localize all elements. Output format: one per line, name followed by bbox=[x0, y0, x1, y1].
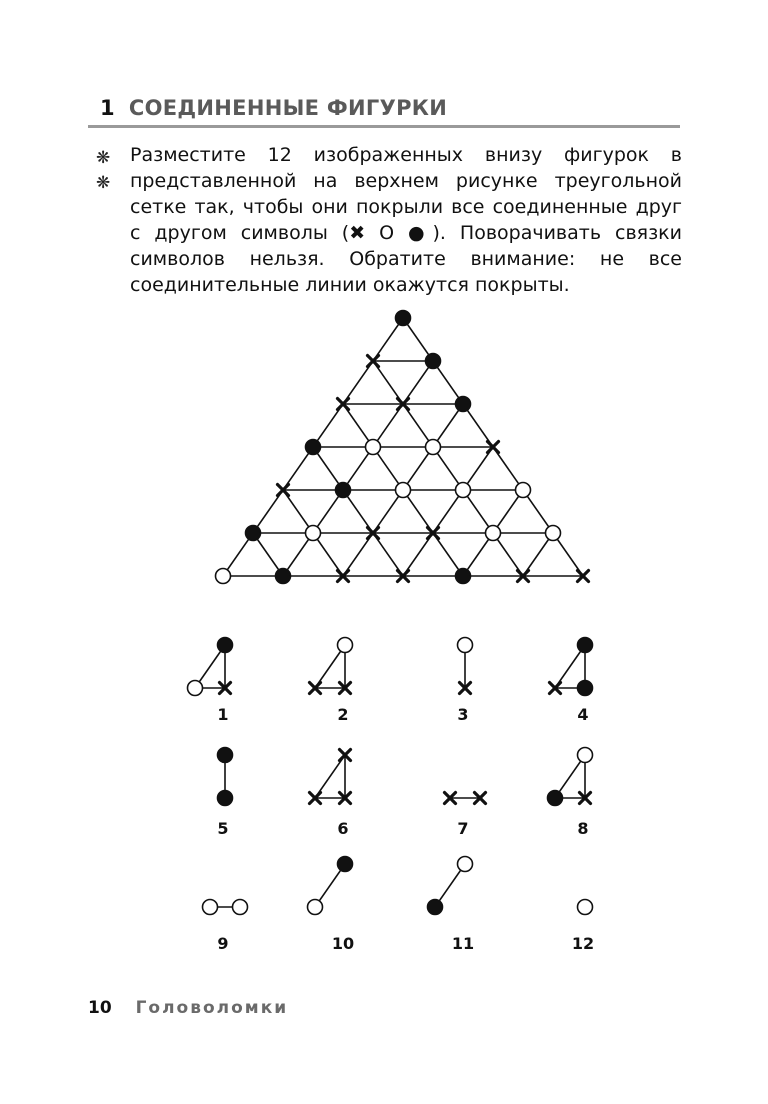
piece-label: 6 bbox=[337, 819, 349, 838]
page-footer bbox=[88, 998, 288, 1018]
piece-label: 10 bbox=[331, 934, 355, 953]
filled-circle-symbol bbox=[578, 681, 593, 696]
filled-circle-symbol bbox=[426, 354, 441, 369]
piece-9 bbox=[203, 900, 248, 954]
open-circle-symbol bbox=[216, 569, 231, 584]
filled-circle-symbol bbox=[396, 311, 411, 326]
chapter-title: СОЕДИНЕННЫЕ ФИГУРКИ bbox=[128, 96, 448, 120]
piece-label: 1 bbox=[217, 705, 229, 724]
piece-12 bbox=[572, 900, 594, 954]
open-circle-symbol bbox=[546, 526, 561, 541]
open-circle-symbol bbox=[458, 638, 473, 653]
open-circle-symbol bbox=[308, 900, 323, 915]
asterisk-flower-icon: ❋ bbox=[96, 173, 111, 193]
piece-label: 3 bbox=[457, 705, 469, 724]
piece-8 bbox=[548, 748, 593, 839]
piece-label: 8 bbox=[577, 819, 589, 838]
piece-label: 9 bbox=[217, 934, 229, 953]
filled-circle-symbol bbox=[336, 483, 351, 498]
filled-circle-symbol bbox=[306, 440, 321, 455]
piece-label: 5 bbox=[217, 819, 229, 838]
piece-4 bbox=[550, 638, 593, 725]
open-circle-symbol bbox=[456, 483, 471, 498]
filled-circle-symbol bbox=[548, 791, 563, 806]
page-number: 10 bbox=[88, 998, 112, 1018]
open-circle-symbol bbox=[578, 748, 593, 763]
chapter-number: 1 bbox=[100, 96, 115, 120]
open-circle-symbol bbox=[366, 440, 381, 455]
filled-circle-symbol bbox=[428, 900, 443, 915]
filled-circle-symbol bbox=[218, 748, 233, 763]
piece-label: 7 bbox=[457, 819, 469, 838]
open-circle-symbol bbox=[306, 526, 321, 541]
open-circle-symbol bbox=[203, 900, 218, 915]
filled-circle-symbol bbox=[338, 857, 353, 872]
filled-circle-symbol bbox=[456, 569, 471, 584]
filled-circle-symbol bbox=[456, 397, 471, 412]
open-circle-symbol bbox=[188, 681, 203, 696]
piece-10 bbox=[308, 857, 355, 954]
piece-6 bbox=[310, 750, 351, 839]
puzzle-pieces bbox=[188, 638, 595, 954]
piece-1 bbox=[188, 638, 233, 725]
filled-circle-symbol bbox=[276, 569, 291, 584]
open-circle-symbol bbox=[426, 440, 441, 455]
piece-2 bbox=[310, 638, 353, 725]
open-circle-symbol bbox=[233, 900, 248, 915]
instructions-text: Разместите 12 изображенных внизу фигурок в представленной на верхнем рисунке треугольной сетке так, чтобы они покрыли все соединенные друг с другом символы (✖ O ●). Поворачивать связки символов нельзя. Обратите внимание: не все соединительные линии окажутся покрыты. bbox=[130, 144, 682, 296]
piece-label: 12 bbox=[571, 934, 595, 953]
grid-lines bbox=[223, 318, 583, 576]
triangular-grid bbox=[216, 311, 589, 584]
piece-label: 2 bbox=[337, 705, 349, 724]
piece-11 bbox=[428, 857, 475, 954]
open-circle-symbol bbox=[458, 857, 473, 872]
filled-circle-symbol bbox=[218, 791, 233, 806]
open-circle-symbol bbox=[578, 900, 593, 915]
open-circle-symbol bbox=[338, 638, 353, 653]
piece-label: 4 bbox=[577, 705, 589, 724]
filled-circle-symbol bbox=[578, 638, 593, 653]
piece-7 bbox=[445, 793, 486, 839]
asterisk-flower-icon: ❋ bbox=[96, 148, 111, 168]
filled-circle-symbol bbox=[218, 638, 233, 653]
filled-circle-symbol bbox=[246, 526, 261, 541]
open-circle-symbol bbox=[396, 483, 411, 498]
piece-label: 11 bbox=[451, 934, 475, 953]
open-circle-symbol bbox=[516, 483, 531, 498]
open-circle-symbol bbox=[486, 526, 501, 541]
piece-3 bbox=[457, 638, 472, 725]
piece-5 bbox=[217, 748, 232, 839]
book-title: Головоломки bbox=[135, 998, 289, 1018]
